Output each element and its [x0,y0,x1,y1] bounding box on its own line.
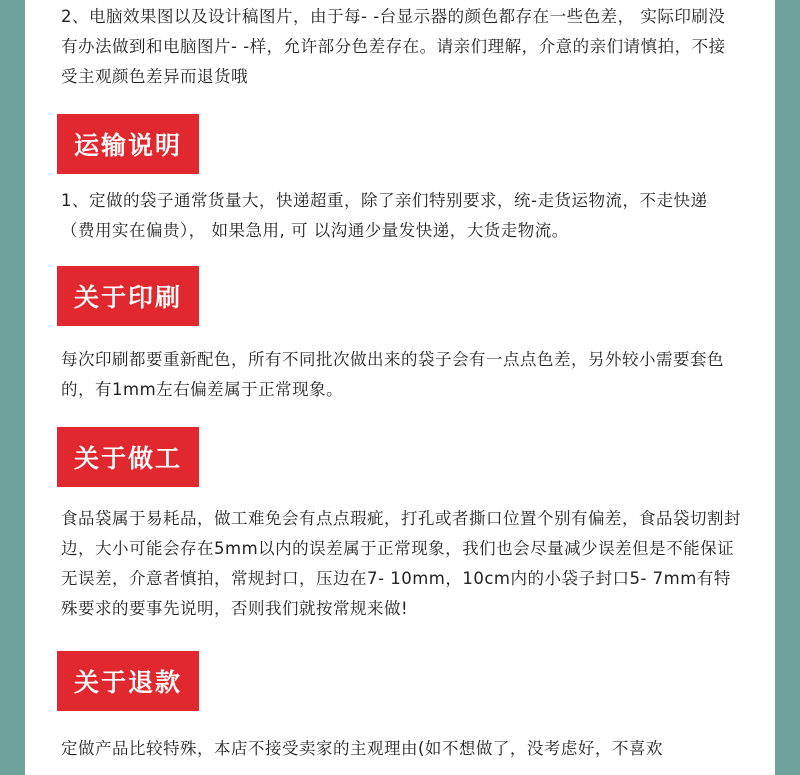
workmanship-paragraph: 食品袋属于易耗品，做工难免会有点点瑕疵，打孔或者撕口位置个别有偏差，食品袋切割封边，大小可能会存在5mm以内的误差属于正常现象，我们也会尽量减少误差但是不能保证无误差，介意者慎拍，常规封口，压边在7- 10mm，10cm内的小袋子封口5- 7mm有特殊要求的要事先说明，否则我们就按常规来做! [61,509,741,618]
color-difference-paragraph: 2、电脑效果图以及设计稿图片，由于每- -台显示器的颜色都存在一些色差， 实际印刷没有办法做到和电脑图片- -样，允许部分色差存在。请亲们理解，介意的亲们请慎拍，不接受主观颜色差异而退货哦 [61,7,726,86]
printing-heading: 关于印刷 [57,266,199,326]
refund-heading: 关于退款 [57,651,199,711]
shipping-heading: 运输说明 [57,114,199,174]
workmanship-heading: 关于做工 [57,427,199,487]
shipping-paragraph: 1、定做的袋子通常货量大，快递超重，除了亲们特别要求，统-走货运物流，不走快递（费用实在偏贵）， 如果急用, 可 以沟通少量发快递，大货走物流。 [61,191,708,240]
left-frame-border [0,0,25,775]
refund-paragraph: 定做产品比较特殊，本店不接受卖家的主观理由(如不想做了，没考虑好，不喜欢 [61,739,663,758]
printing-paragraph: 每次印刷都要重新配色，所有不同批次做出来的袋子会有一点点色差，另外较小需要套色的，有1mm左右偏差属于正常现象。 [61,350,724,399]
right-frame-border [775,0,800,775]
notice-content [25,0,775,775]
